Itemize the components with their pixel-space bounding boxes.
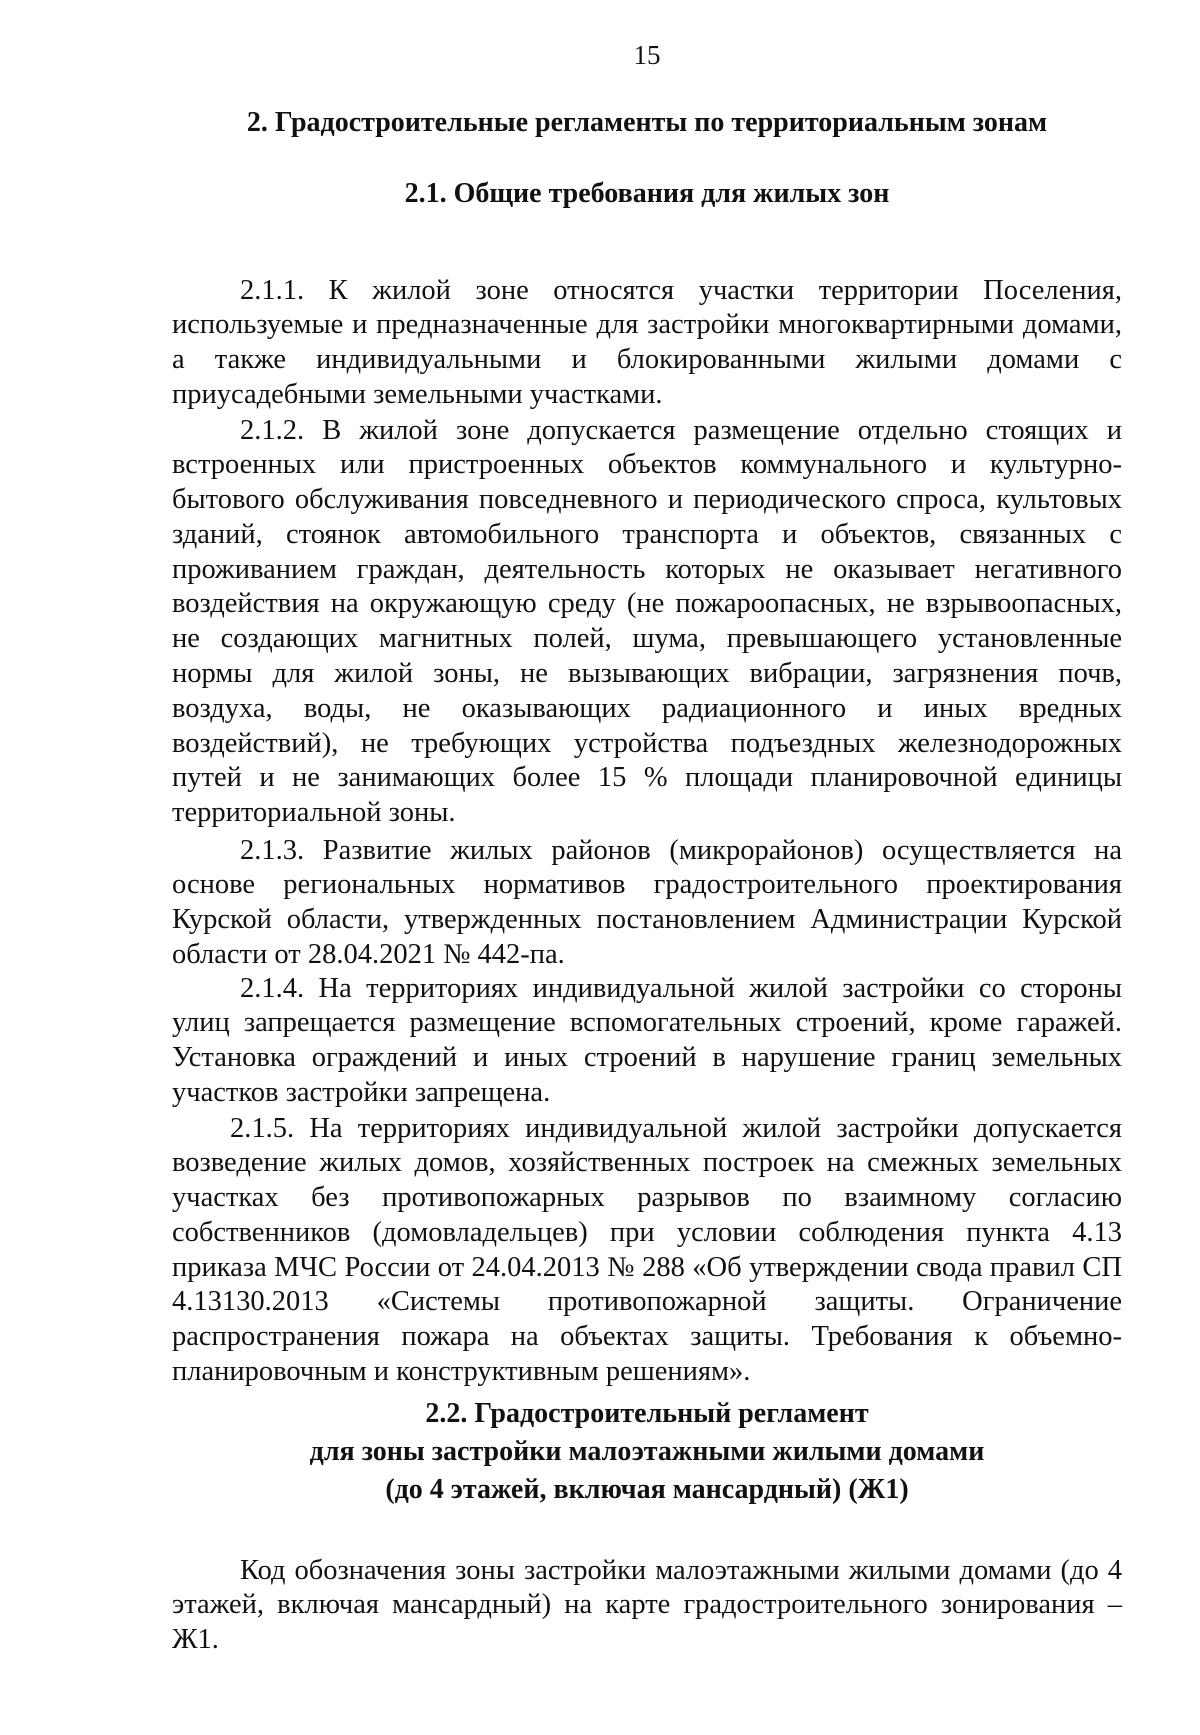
zone-code-paragraph: Код обозначения зоны застройки малоэтажными жилыми домами (до 4 этажей, включая мансардный) на карте градостроительного зонирования – Ж1. [172, 1554, 1122, 1656]
section-title: 2. Градостроительные регламенты по территориальным зонам [246, 107, 1048, 138]
paragraph-2-1-4: 2.1.4. На территориях индивидуальной жилой застройки со стороны улиц запрещается размещение вспомогательных строений, кроме гаражей. Установка ограждений и иных строений в нарушение границ земельных участков застройки запрещена. [172, 972, 1122, 1108]
subsection-title: 2.1. Общие требования для жилых зон [404, 178, 890, 209]
page-number: 15 [633, 40, 661, 70]
paragraph-2-1-5: 2.1.5. На территориях индивидуальной жилой застройки допускается возведение жилых домов, хозяйственных построек на смежных земельных участках без противопожарных разрывов по взаимному согласию собственников (домовладельцев) при условии соблюдения пункта 4.13 приказа МЧС России от 24.04.2013 № 288 «Об утверждении свода правил СП 4.13130.2013 «Системы противопожарной защиты. Ограничение распространения пожара на объектах защиты. Требования к объемно-планировочным и конструктивным решениям». [172, 1112, 1122, 1388]
regulation-title-line: 2.2. Градостроительный регламент [425, 1398, 869, 1429]
paragraph-2-1-3: 2.1.3. Развитие жилых районов (микрорайонов) осуществляется на основе региональных нормативов градостроительного проектирования Курской области, утвержденных постановлением Администрации Курской области от 28.04.2021 № 442-па. [172, 834, 1122, 970]
paragraph-2-1-2: 2.1.2. В жилой зоне допускается размещение отдельно стоящих и встроенных или пристроенных объектов коммунального и культурно-бытового обслуживания повседневного и периодического спроса, культовых зданий, стоянок автомобильного транспорта и объектов, связанных с проживанием граждан, деятельность которых не оказывает негативного воздействия на окружающую среду (не пожароопасных, не взрывоопасных, не создающих магнитных полей, шума, превышающего установленные нормы для жилой зоны, не вызывающих вибрации, загрязнения почв, воздуха, воды, не оказывающих радиационного и иных вредных воздействий), не требующих устройства подъездных железнодорожных путей и не занимающих более 15 % площади планировочной единицы территориальной зоны. [172, 414, 1122, 829]
regulation-title [172, 1395, 1122, 1509]
regulation-title-line: (до 4 этажей, включая мансардный) (Ж1) [385, 1474, 909, 1505]
regulation-title-line: для зоны застройки малоэтажными жилыми домами [309, 1436, 985, 1467]
paragraph-2-1-1: 2.1.1. К жилой зоне относятся участки территории Поселения, используемые и предназначенные для застройки многоквартирными домами, а также индивидуальными и блокированными жилыми домами с приусадебными земельными участками. [172, 274, 1122, 410]
document-page [172, 0, 1122, 1735]
